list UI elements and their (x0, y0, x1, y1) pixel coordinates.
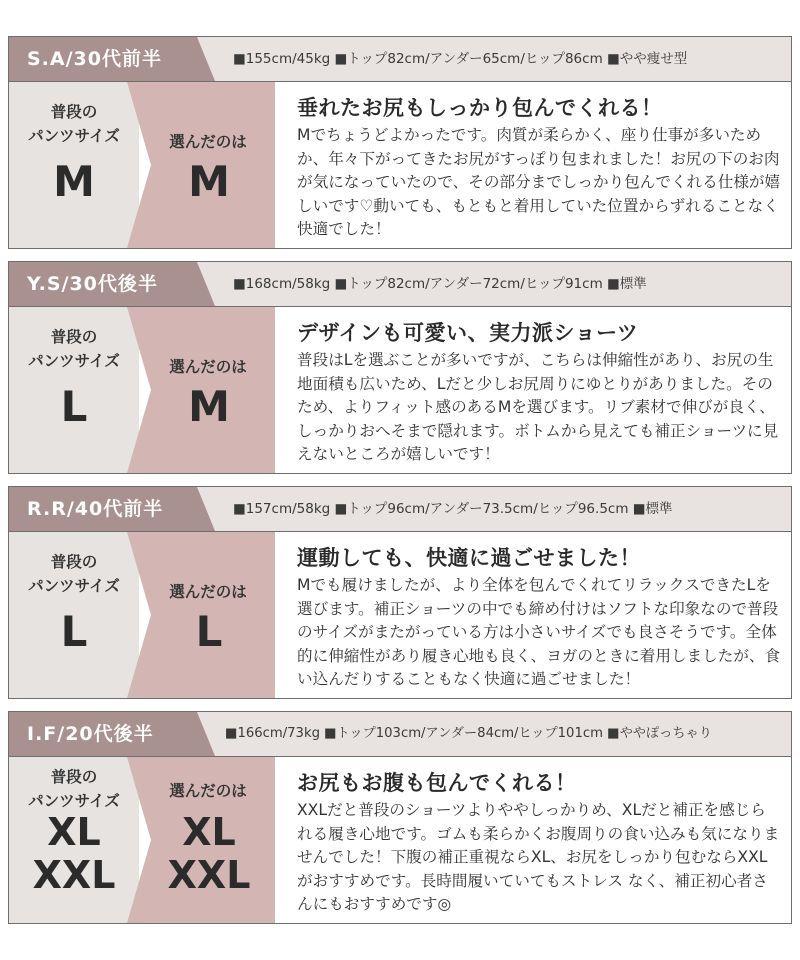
reviewer-name: R.R/40代前半 (27, 498, 164, 520)
review-comment: Mでも履けましたが、より全体を包んでくれてリラックスできたLを選びます。補正ショーツの中でも締め付けはソフトな印象なので普段のサイズがまたがっている方は小さいサイズでも良さそうです。全体的に伸縮性があり履き心地も良く、ヨガのときに着用しましたが、食い込んだりすることもなく快適に過ごせました！ (297, 576, 781, 688)
reviewer-name: S.A/30代前半 (27, 48, 162, 70)
usual-size-label (9, 100, 139, 148)
review-headline: お尻もお腹も包んでくれる！ (297, 771, 577, 795)
usual-size-label (9, 325, 139, 373)
review-comment: XXLだと普段のショーツよりややしっかりめ、XLだと補正を感じられる履き心地です。ゴムも柔らかくお腹周りの食い込みも気になりませんでした！下腹の補正重視ならXL、お尻をしっかり包むならXXLがおすすめです。長時間履いていてもストレス なく、補正初心者さんにもおすすめです◎ (297, 801, 780, 913)
chosen-size-label: 選んだのは (169, 358, 247, 376)
chosen-size-value-line1: L (195, 607, 223, 656)
review-headline: デザインも可愛い、実力派ショーツ (297, 321, 639, 345)
chosen-size-value-line1: M (188, 382, 230, 431)
reviewer-stats: ■166cm/73kg ■トップ103cm/アンダー84cm/ヒップ101cm ■ややぽっちゃり (225, 726, 712, 741)
usual-size-label-line2: パンツサイズ (28, 127, 120, 145)
usual-size-label-line1: 普段の (50, 768, 98, 786)
usual-size-label-line2: パンツサイズ (28, 792, 120, 810)
review-headline: 運動しても、快適に過ごせました！ (297, 546, 641, 570)
reviewer-name: I.F/20代後半 (27, 723, 154, 745)
review-comment: 普段はLを選ぶことが多いですが、こちらは伸縮性があり、お尻の生地面積も広いため、Lだと少しお尻周りにゆとりがありました。そのため、よりフィット感のあるMを選びます。リブ素材で伸びが良く、しっかりおへそまで隠れます。ボトムから見えても補正ショーツに見えないところが嬉しいです！ (297, 351, 779, 463)
review-header (9, 712, 791, 757)
chosen-size-label: 選んだのは (169, 133, 247, 151)
usual-size-value-line1: L (60, 382, 88, 431)
reviewer-stats: ■155cm/45kg ■トップ82cm/アンダー65cm/ヒップ86cm ■やや痩せ型 (233, 51, 688, 67)
review-header (9, 487, 791, 532)
chosen-size-value-line2: XXL (167, 853, 251, 897)
usual-size-value (9, 608, 139, 656)
review-header (9, 262, 791, 307)
chosen-size-value-line1: M (188, 157, 230, 206)
chosen-size-value (147, 383, 271, 431)
review-card (8, 261, 792, 474)
usual-size-value-line2: XXL (32, 853, 116, 897)
review-body (9, 307, 791, 473)
usual-size-label-line2: パンツサイズ (28, 577, 120, 595)
review-text-area (293, 757, 781, 923)
review-headline: 垂れたお尻もしっかり包んでくれる！ (297, 96, 663, 120)
review-comment: Mでちょうどよかったです。肉質が柔らかく、座り仕事が多いためか、年々下がってきたお尻がすっぽり包まれました！お尻の下のお肉が気になっていたので、その部分までしっかり包んでくれる仕様が嬉しいです♡動いても、もともと着用していた位置からずれることなく快適でした！ (297, 126, 781, 238)
usual-size-value-line1: L (60, 607, 88, 656)
review-text-area (293, 532, 781, 698)
usual-size-label-line1: 普段の (50, 553, 98, 571)
usual-size-label-line2: パンツサイズ (28, 352, 120, 370)
usual-size-label-line1: 普段の (50, 328, 98, 346)
reviewer-stats: ■168cm/58kg ■トップ82cm/アンダー72cm/ヒップ91cm ■標準 (233, 276, 647, 292)
usual-size-value-line1: XL (47, 810, 101, 854)
chosen-size-value-line1: XL (182, 810, 236, 854)
review-body (9, 532, 791, 698)
review-body (9, 82, 791, 248)
review-text-area (293, 307, 781, 473)
chosen-size-label: 選んだのは (169, 583, 247, 601)
review-body (9, 757, 791, 923)
chosen-size-label: 選んだのは (169, 782, 247, 800)
review-header (9, 37, 791, 82)
review-card (8, 486, 792, 699)
review-card (8, 36, 792, 249)
usual-size-value-line1: M (53, 157, 95, 206)
review-card (8, 711, 792, 924)
chosen-size-value (147, 158, 271, 206)
usual-size-value (9, 383, 139, 431)
usual-size-label-line1: 普段の (50, 103, 98, 121)
usual-size-value (9, 811, 139, 897)
usual-size-label (9, 765, 139, 813)
review-text-area (293, 82, 781, 248)
usual-size-label (9, 550, 139, 598)
chosen-size-value (147, 608, 271, 656)
usual-size-value (9, 158, 139, 206)
reviewer-stats: ■157cm/58kg ■トップ96cm/アンダー73.5cm/ヒップ96.5cm ■標準 (233, 501, 673, 517)
reviewer-name: Y.S/30代後半 (27, 273, 158, 295)
chosen-size-value (147, 811, 271, 897)
